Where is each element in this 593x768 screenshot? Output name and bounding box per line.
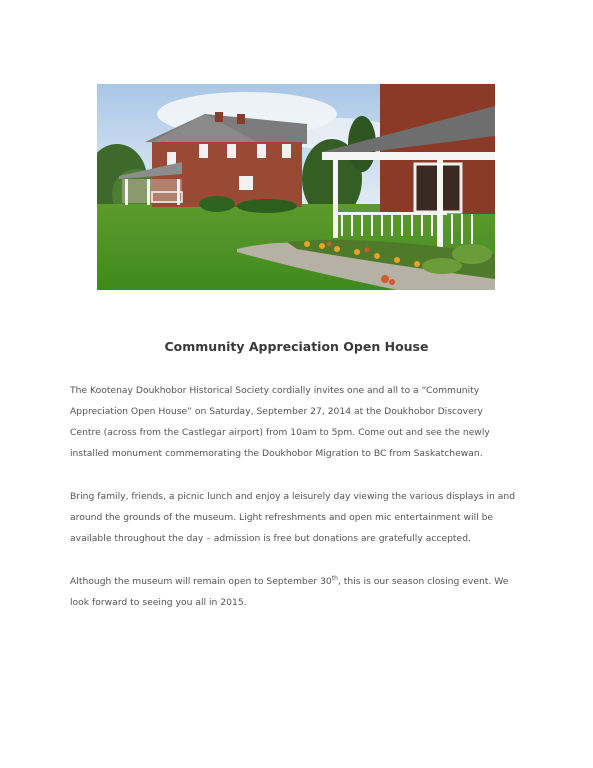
paragraph-line bbox=[70, 571, 540, 592]
paragraph-line: Centre (across from the Castlegar airport) from 10am to 5pm. Come out and see the newly bbox=[70, 427, 490, 438]
ordinal-suffix: th bbox=[331, 574, 338, 582]
page-title: Community Appreciation Open House bbox=[164, 339, 429, 354]
closing-paragraph bbox=[70, 571, 540, 613]
paragraph-line: Appreciation Open House” on Saturday, September 27, 2014 at the Doukhobor Discovery bbox=[70, 406, 483, 417]
paragraph-line: look forward to seeing you all in 2015. bbox=[70, 597, 247, 608]
heritage-house-photo bbox=[97, 84, 495, 290]
closing-text-after: , this is our season closing event. We bbox=[337, 576, 509, 587]
paragraph-line: Bring family, friends, a picnic lunch and enjoy a leisurely day viewing the various displays in and bbox=[70, 491, 516, 502]
paragraph-line: installed monument commemorating the Doukhobor Migration to BC from Saskatchewan. bbox=[70, 448, 483, 459]
closing-text-before: Although the museum will remain open to September 30 bbox=[70, 576, 332, 587]
paragraph-line: available throughout the day – admission is free but donations are gratefully accepted. bbox=[70, 533, 471, 544]
paragraph-line: around the grounds of the museum. Light refreshments and open mic entertainment will be bbox=[70, 512, 494, 523]
invitation-paragraph bbox=[70, 380, 540, 464]
details-paragraph bbox=[70, 486, 540, 549]
paragraph-line: The Kootenay Doukhobor Historical Society cordially invites one and all to a “Community bbox=[70, 385, 480, 396]
